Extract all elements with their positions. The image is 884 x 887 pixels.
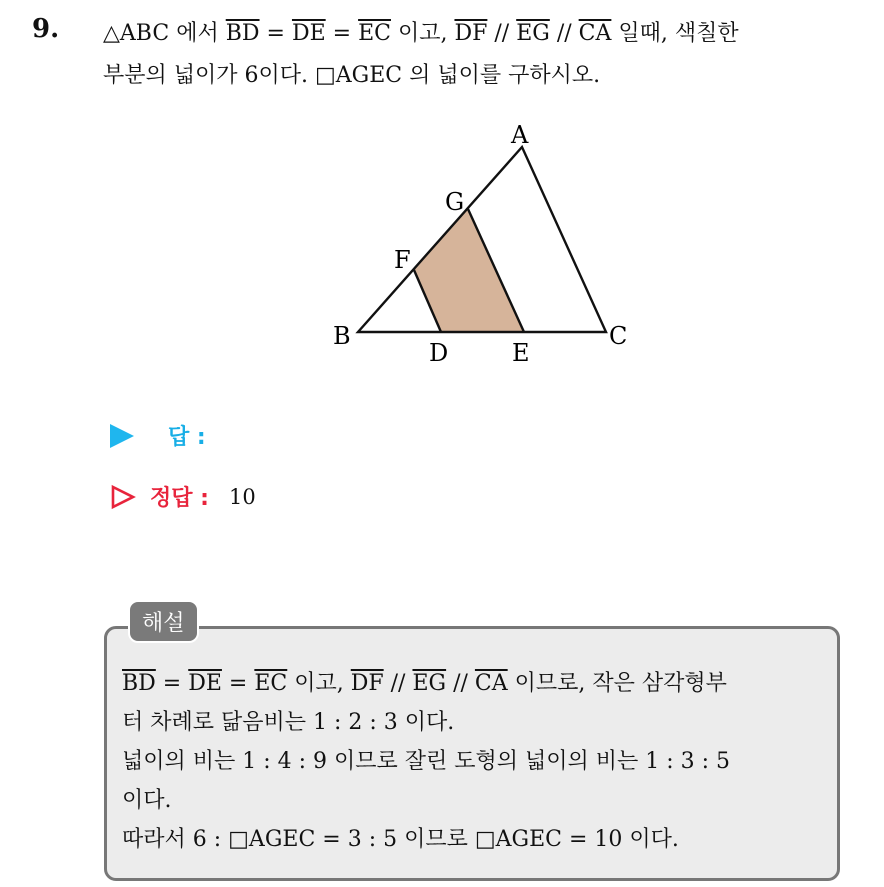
s1-text-4: // bbox=[383, 671, 413, 696]
label-e: E bbox=[512, 339, 530, 367]
segment-df: $\overline{DF}$ bbox=[454, 21, 488, 46]
segment-bd: $\overline{BD}$ bbox=[225, 21, 260, 46]
solution-line-2: 터 차례로 닮음비는 1 : 2 : 3 이다. bbox=[122, 710, 455, 735]
q1-text-3: = bbox=[325, 21, 359, 46]
question-line-2: 부분의 넓이가 6이다. □AGEC 의 넓이를 구하시오. bbox=[103, 63, 601, 88]
triangle-figure bbox=[320, 108, 640, 378]
label-a: A bbox=[511, 121, 529, 149]
q1-text-2: = bbox=[259, 21, 292, 46]
s1-text-3: 이고, bbox=[287, 671, 351, 696]
s1-text-5: // bbox=[446, 671, 475, 696]
q1-text-1: △ABC 에서 bbox=[103, 21, 226, 46]
q1-text-5: // bbox=[487, 21, 517, 46]
question-line-1 bbox=[103, 16, 739, 47]
label-g: G bbox=[445, 188, 465, 216]
label-c: C bbox=[609, 322, 628, 350]
label-d: D bbox=[429, 339, 449, 367]
sol-segment-eg: $\overline{EG}$ bbox=[412, 671, 447, 696]
sol-segment-ec: $\overline{EC}$ bbox=[254, 671, 288, 696]
label-f: F bbox=[394, 246, 411, 274]
solution-tag: 해설 bbox=[128, 600, 199, 643]
sol-segment-df: $\overline{DF}$ bbox=[350, 671, 384, 696]
segment-eg: $\overline{EG}$ bbox=[516, 21, 550, 46]
answer-row bbox=[110, 420, 206, 451]
segment-ec: $\overline{EC}$ bbox=[358, 21, 391, 46]
correct-answer-row bbox=[110, 481, 256, 512]
play-outline-icon bbox=[110, 484, 136, 510]
correct-answer-label: 정답 : bbox=[150, 486, 209, 511]
correct-answer-value: 10 bbox=[228, 484, 256, 509]
segment-ca: $\overline{CA}$ bbox=[578, 21, 612, 46]
question-number: 9. bbox=[32, 14, 60, 44]
answer-label: 답 : bbox=[168, 425, 206, 450]
s1-text-1: = bbox=[155, 671, 189, 696]
solution-line-3: 넓이의 비는 1 : 4 : 9 이므로 잘린 도형의 넓이의 비는 1 : 3 : 5 bbox=[122, 749, 731, 774]
sol-segment-de: $\overline{DE}$ bbox=[188, 671, 222, 696]
sol-segment-ca: $\overline{CA}$ bbox=[474, 671, 508, 696]
shaded-region bbox=[414, 209, 524, 332]
solution-line-5: 따라서 6 : □AGEC = 3 : 5 이므로 □AGEC = 10 이다. bbox=[122, 827, 679, 852]
solution-line-1 bbox=[122, 666, 727, 697]
s1-text-2: = bbox=[221, 671, 255, 696]
solution-line-4: 이다. bbox=[122, 788, 172, 813]
q1-text-4: 이고, bbox=[390, 21, 455, 46]
q1-text-7: 일때, 색칠한 bbox=[611, 21, 739, 46]
play-solid-icon bbox=[110, 424, 134, 448]
q1-text-6: // bbox=[549, 21, 579, 46]
segment-de: $\overline{DE}$ bbox=[291, 21, 326, 46]
s1-text-6: 이므로, 작은 삼각형부 bbox=[507, 671, 727, 696]
label-b: B bbox=[333, 322, 351, 350]
sol-segment-bd: $\overline{BD}$ bbox=[122, 671, 156, 696]
